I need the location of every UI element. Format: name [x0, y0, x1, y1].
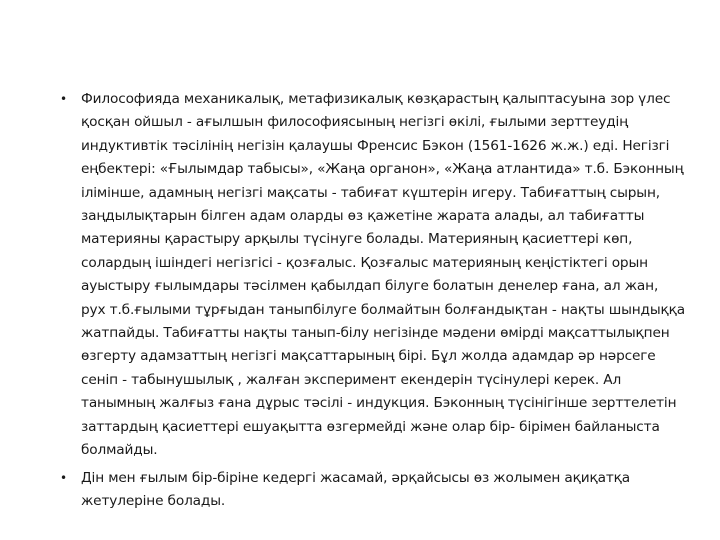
bullet-item: [60, 88, 685, 463]
bullet-marker: •: [60, 92, 67, 106]
bullet-item: [60, 467, 685, 514]
bullet-list: [60, 88, 685, 517]
bullet-text: Дін мен ғылым бір-біріне кедергі жасамай, әрқайсысы өз жолымен ақиқатқа жетулеріне болады.: [81, 469, 631, 509]
bullet-text: Философияда механикалық, метафизикалық көзқарастың қалыптасуына зор үлес қосқан ойшыл - ағылшын философиясының негізгі өкілі, ғылыми зерттеудің индуктивтік тәсілінің негізін қалаушы Френсис Бэкон (1561-1626 ж.ж.) еді. Негізгі еңбектері: «Ғылымдар табысы», «Жаңа органон», «Жаңа атлантида» т.б. Бэконның ілімінше, адамның негізгі мақсаты - табиғат күштерін игеру. Табиғаттың сырын, заңдылықтарын білген адам оларды өз қажетіне жарата алады, ал табиғатты материяны қарастыру арқылы түсінуге болады. Материяның қасиеттері көп, солардың ішіндегі негізгісі - қозғалыс. Қозғалыс материяның кеңістіктегі орын ауыстыру ғылымдары тәсілмен қабылдап білуге болатын денелер ғана, ал жан, рух т.б.ғылыми тұрғыдан таныпбілуге болмайтын болғандықтан - нақты шындыққа жатпайды. Табиғатты нақты танып-білу негізінде мәдени өмірді мақсаттылықпен өзгерту адамзаттың негізгі мақсаттарының бірі. Бұл жолда адамдар әр нәрсеге сеніп - табынушылық , жалған эксперимент екендерін түсінулері керек. Ал танымның жалғыз ғана дұрыс тәсілі - индукция. Бэконның түсінігінше зерттелетін заттардың қасиеттері ешуақытта өзгермейді және олар бір- бірімен байланыста болмайды.: [81, 91, 685, 459]
bullet-marker: •: [60, 470, 67, 485]
